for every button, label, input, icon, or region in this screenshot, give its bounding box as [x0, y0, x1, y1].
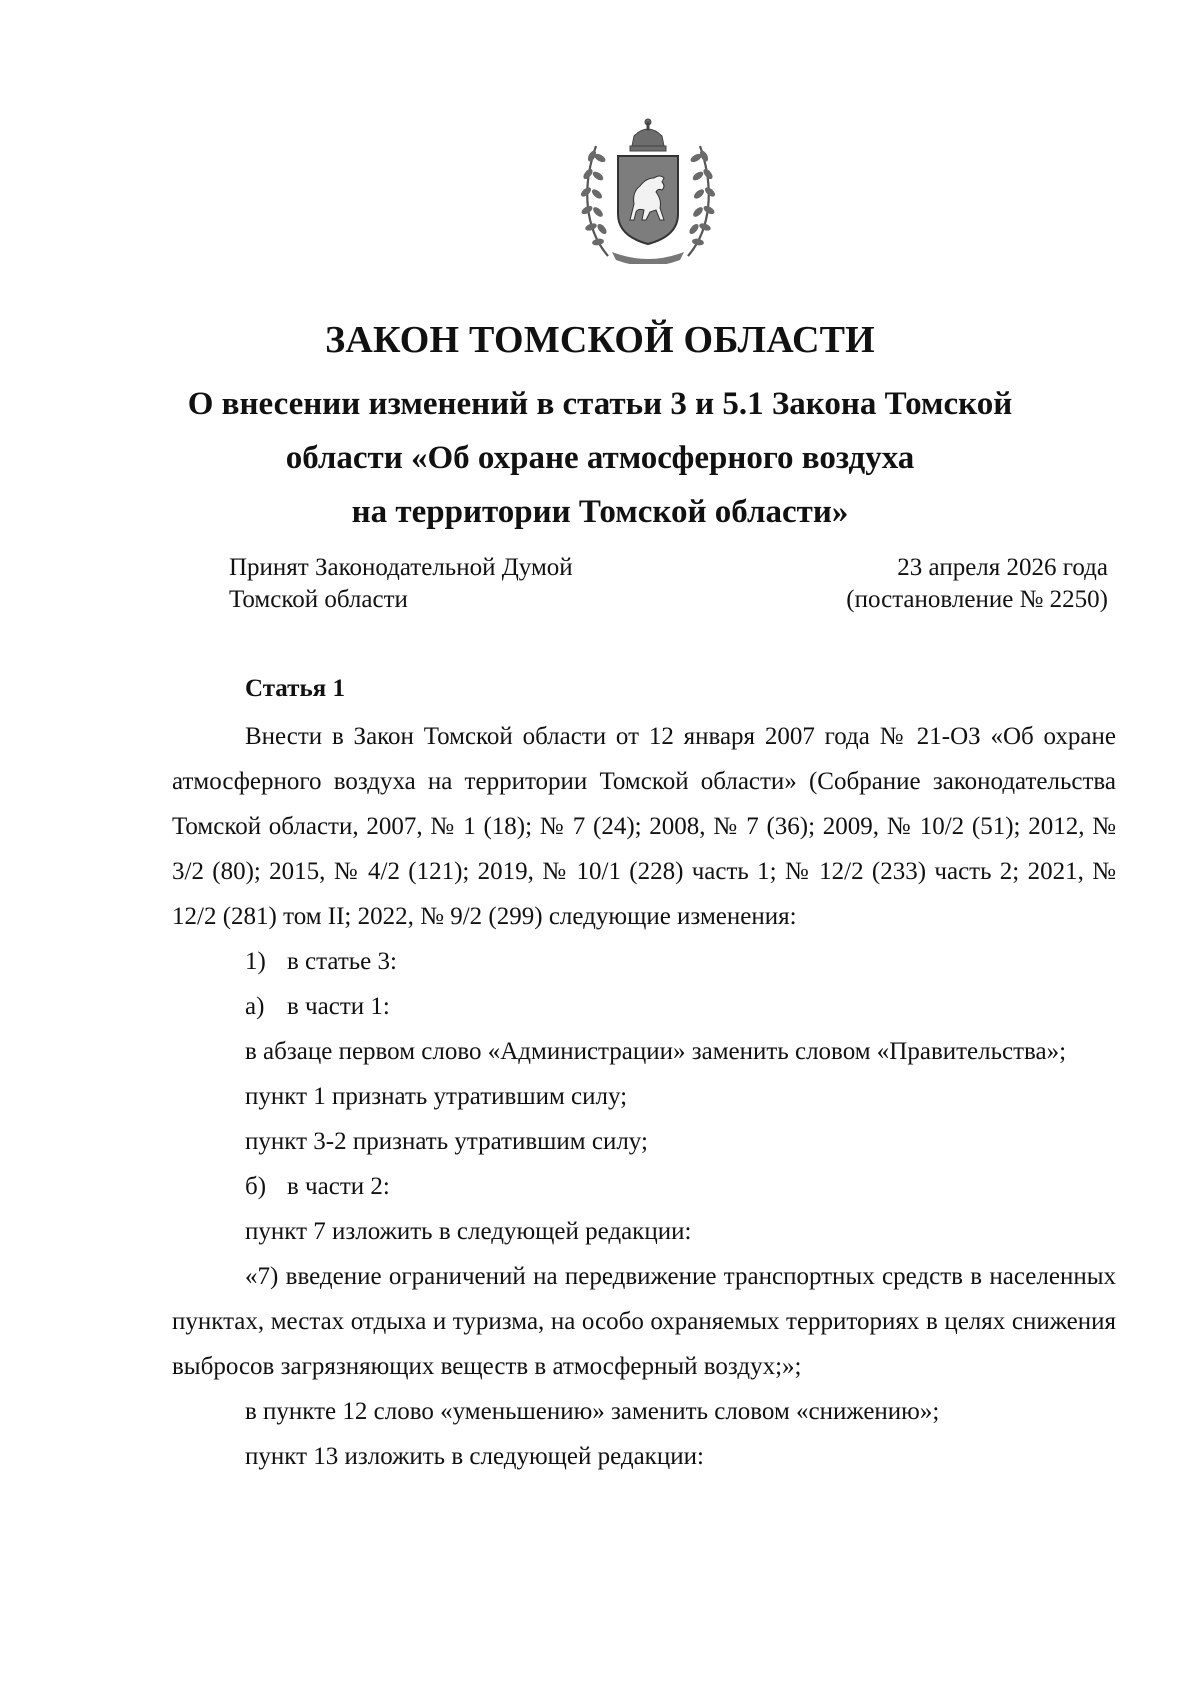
amendment-line: пункт 1 признать утратившим силу;	[245, 1083, 628, 1110]
amendment-line: в абзаце первом слово «Администрации» заменить словом «Правительства»;	[245, 1038, 1067, 1065]
title-block	[100, 318, 1100, 539]
law-subtitle-line: на территории Томской области»	[351, 494, 849, 530]
list-item-marker: б)	[245, 1173, 267, 1200]
article-body	[172, 714, 1116, 1479]
list-item-text: в статье 3:	[287, 948, 397, 975]
list-item	[172, 984, 1116, 1029]
list-item-marker: 1)	[245, 948, 266, 975]
list-item	[172, 939, 1116, 984]
resolution-number: (постановление № 2250)	[846, 586, 1108, 613]
adoption-date-block	[846, 552, 1108, 616]
amendment-line: в пункте 12 слово «уменьшению» заменить словом «снижению»;	[245, 1398, 940, 1425]
amendment-line: пункт 3-2 признать утратившим силу;	[245, 1128, 648, 1155]
adopted-by-line: Принят Законодательной Думой	[229, 554, 573, 581]
article-heading: Статья 1	[245, 675, 345, 702]
list-item-text: в части 1:	[287, 993, 390, 1020]
tomsk-oblast-coat-of-arms-icon	[578, 116, 718, 264]
law-subtitle-line: О внесении изменений в статьи 3 и 5.1 Закона Томской	[187, 386, 1013, 422]
law-title: ЗАКОН ТОМСКОЙ ОБЛАСТИ	[325, 319, 875, 361]
adopted-by-block	[229, 552, 573, 616]
law-subtitle-line: области «Об охране атмосферного воздуха	[285, 440, 915, 476]
amendment-line: пункт 7 изложить в следующей редакции:	[245, 1218, 692, 1245]
adoption-date: 23 апреля 2026 года	[897, 554, 1108, 581]
adopted-by-line: Томской области	[229, 586, 408, 613]
article-intro-paragraph: Внести в Закон Томской области от 12 января 2007 года № 21-ОЗ «Об охране атмосферного воздуха на территории Томской области» (Собрание законодательства Томской области, 2007, № 1 (18); № 7 (24); 2008, № 7 (36); 2009, № 10/2 (51); 2012, № 3/2 (80); 2015, № 4/2 (121); 2019, № 10/1 (228) часть 1; № 12/2 (233) часть 2; 2021, № 12/2 (281) том II; 2022, № 9/2 (299) следующие изменения:	[172, 723, 1116, 930]
list-item	[172, 1164, 1116, 1209]
list-item-text: в части 2:	[287, 1173, 390, 1200]
amendment-line: пункт 13 изложить в следующей редакции:	[245, 1443, 704, 1470]
quoted-amendment-paragraph: «7) введение ограничений на передвижение транспортных средств в населенных пунктах, местах отдыха и туризма, на особо охраняемых территориях в целях снижения выбросов загрязняющих веществ в атмосферный воздух;»;	[172, 1263, 1116, 1380]
list-item-marker: а)	[245, 993, 265, 1020]
